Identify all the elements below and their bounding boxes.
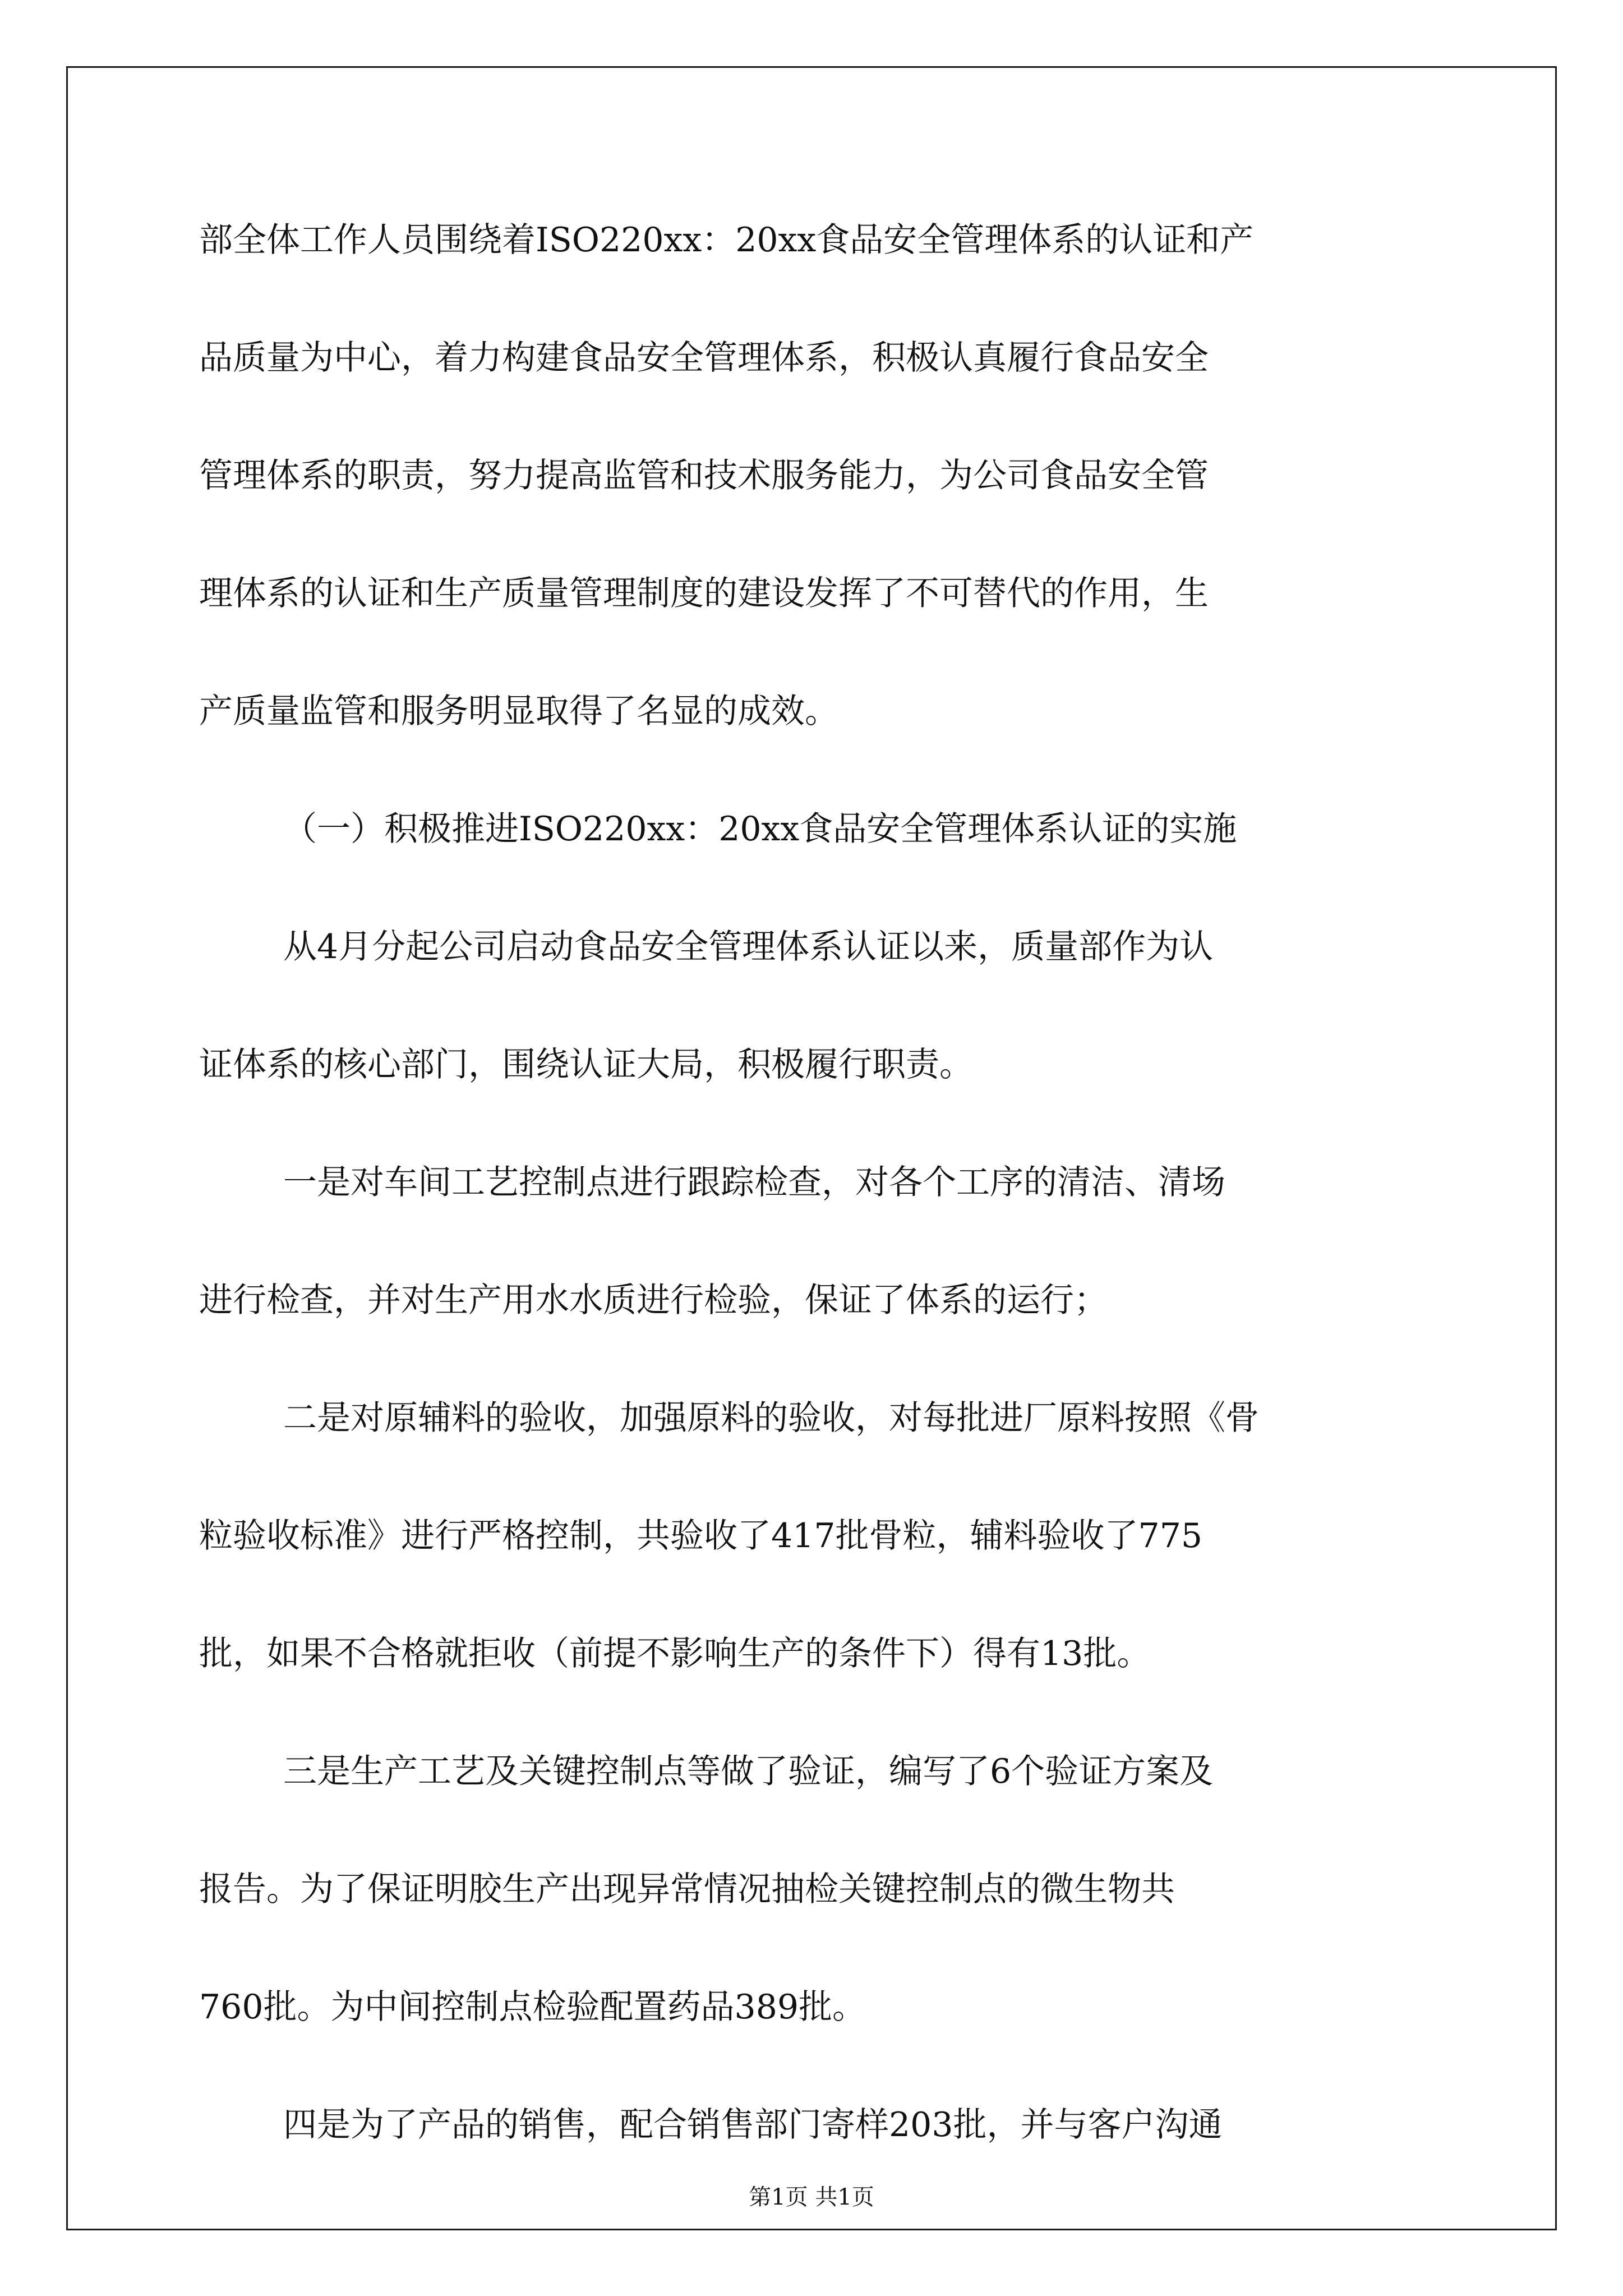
body-line-1: 部全体工作人员围绕着ISO220xx：20xx食品安全管理体系的认证和产	[199, 220, 1254, 260]
body-line-13: 批，如果不合格就拒收（前提不影响生产的条件下）得有13批。	[199, 1634, 1151, 1673]
body-line-16: 760批。为中间控制点检验配置药品389批。	[199, 1987, 866, 2027]
section-heading: （一）积极推进ISO220xx：20xx食品安全管理体系认证的实施	[283, 809, 1237, 849]
body-line-2: 品质量为中心，着力构建食品安全管理体系，积极认真履行食品安全	[199, 338, 1209, 378]
body-line-17: 四是为了产品的销售，配合销售部门寄样203批，并与客户沟通	[283, 2105, 1223, 2145]
body-line-5: 产质量监管和服务明显取得了名显的成效。	[199, 692, 838, 731]
body-line-14: 三是生产工艺及关键控制点等做了验证，编写了6个验证方案及	[283, 1752, 1214, 1791]
body-line-4: 理体系的认证和生产质量管理制度的建设发挥了不可替代的作用，生	[199, 574, 1209, 613]
body-line-7: 从4月分起公司启动食品安全管理体系认证以来，质量部作为认	[283, 927, 1214, 967]
body-line-12: 粒验收标准》进行严格控制，共验收了417批骨粒，辅料验收了775	[199, 1516, 1203, 1556]
body-line-10: 进行检查，并对生产用水水质进行检验，保证了体系的运行；	[199, 1281, 1108, 1320]
body-line-9: 一是对车间工艺控制点进行跟踪检查，对各个工序的清洁、清场	[283, 1163, 1225, 1202]
page-footer: 第1页 共1页	[749, 2184, 874, 2210]
body-line-15: 报告。为了保证明胶生产出现异常情况抽检关键控制点的微生物共	[199, 1870, 1175, 1909]
body-line-8: 证体系的核心部门，围绕认证大局，积极履行职责。	[199, 1045, 973, 1084]
body-line-3: 管理体系的职责，努力提高监管和技术服务能力，为公司食品安全管	[199, 456, 1209, 495]
body-line-11: 二是对原辅料的验收，加强原料的验收，对每批进厂原料按照《骨	[283, 1398, 1259, 1438]
